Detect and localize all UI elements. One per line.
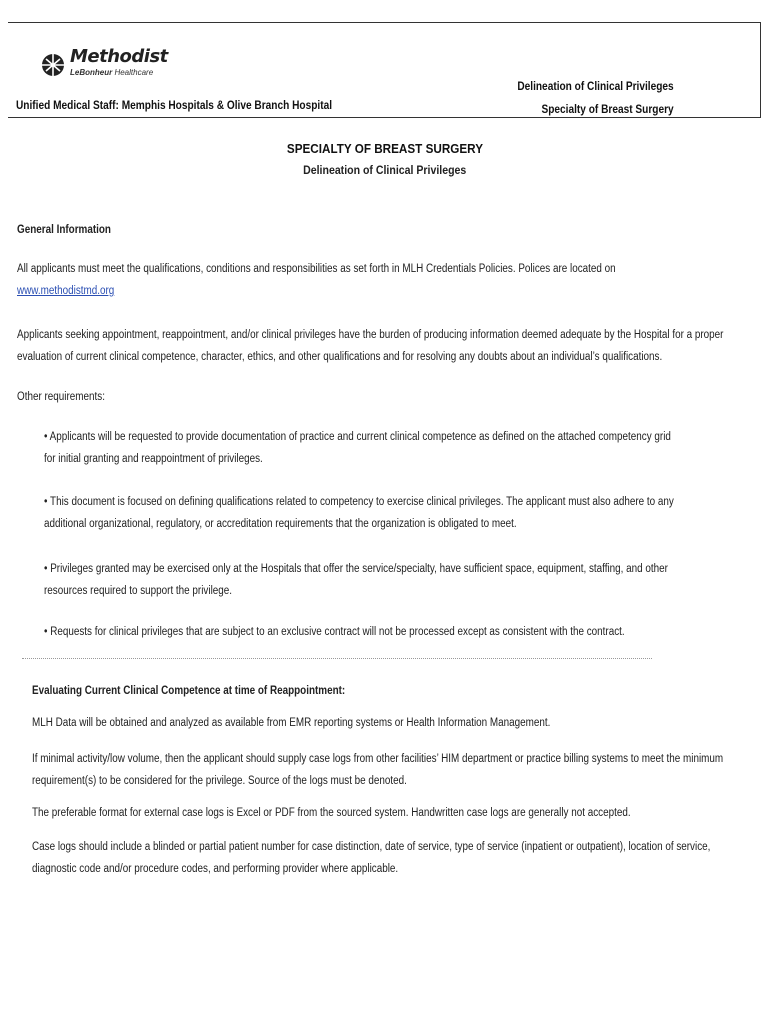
general-para-1: All applicants must meet the qualifications, conditions and responsibilities as set forth in MLH Credentials Policies. Polices are located on www.methodistmd.org xyxy=(17,263,616,297)
requirement-bullet: • Privileges granted may be exercised only at the Hospitals that offer the service/specialty, have sufficient space, equipment, staffing, and other resources required to support the privilege. xyxy=(44,563,668,597)
methodistmd-link[interactable]: www.methodistmd.org xyxy=(17,285,115,297)
general-para-2: Applicants seeking appointment, reappointment, and/or clinical privileges have the burden of producing information deemed adequate by the Hospital for a proper evaluation of current clinical competence, character, ethics, and other qualifications and for resolving any doubts about an individual’s qualifications. xyxy=(17,329,724,363)
other-requirements-heading: Other requirements: xyxy=(17,391,105,403)
evaluating-para-2: If minimal activity/low volume, then the applicant should supply case logs from other facilities’ HIM department or practice billing systems to meet the minimum requirement(s) to be considered for the privilege. Source of the logs must be denoted. xyxy=(32,753,724,787)
logo-name: Methodist xyxy=(70,46,168,67)
section-divider xyxy=(22,658,652,659)
medical-staff-label: Unified Medical Staff: Memphis Hospitals & Olive Branch Hospital xyxy=(16,100,333,112)
general-info-heading: General Information xyxy=(17,224,111,236)
evaluating-para-3: The preferable format for external case logs is Excel or PDF from the sourced system. Handwritten case logs are generally not accepted. xyxy=(32,807,631,819)
header-delineation: Delineation of Clinical Privileges xyxy=(517,81,674,93)
evaluating-heading: Evaluating Current Clinical Competence at time of Reappointment: xyxy=(32,685,346,697)
evaluating-para-4: Case logs should include a blinded or partial patient number for case distinction, date of service, type of service (inpatient or outpatient), location of service, diagnostic code and/or procedure codes, and performing provider where applicable. xyxy=(32,841,711,875)
evaluating-para-1: MLH Data will be obtained and analyzed as available from EMR reporting systems or Health Information Management. xyxy=(32,717,551,729)
requirement-bullet: • Applicants will be requested to provide documentation of practice and current clinical competence as defined on the attached competency grid for initial granting and reappointment of privileges. xyxy=(44,431,671,465)
requirement-bullet: • This document is focused on defining qualifications related to competency to exercise clinical privileges. The applicant must also adhere to any additional organizational, regulatory, or accreditation requirements that the organization is obligated to meet. xyxy=(44,496,674,530)
logo-subtitle: LeBonheur Healthcare xyxy=(70,68,154,77)
document-title: SPECIALTY OF BREAST SURGERY xyxy=(286,141,484,156)
header-specialty: Specialty of Breast Surgery xyxy=(541,104,674,116)
document-subtitle: Delineation of Clinical Privileges xyxy=(303,163,467,177)
requirement-bullet: • Requests for clinical privileges that are subject to an exclusive contract will not be processed except as consistent with the contract. xyxy=(44,626,625,638)
header-right-block xyxy=(496,76,674,122)
